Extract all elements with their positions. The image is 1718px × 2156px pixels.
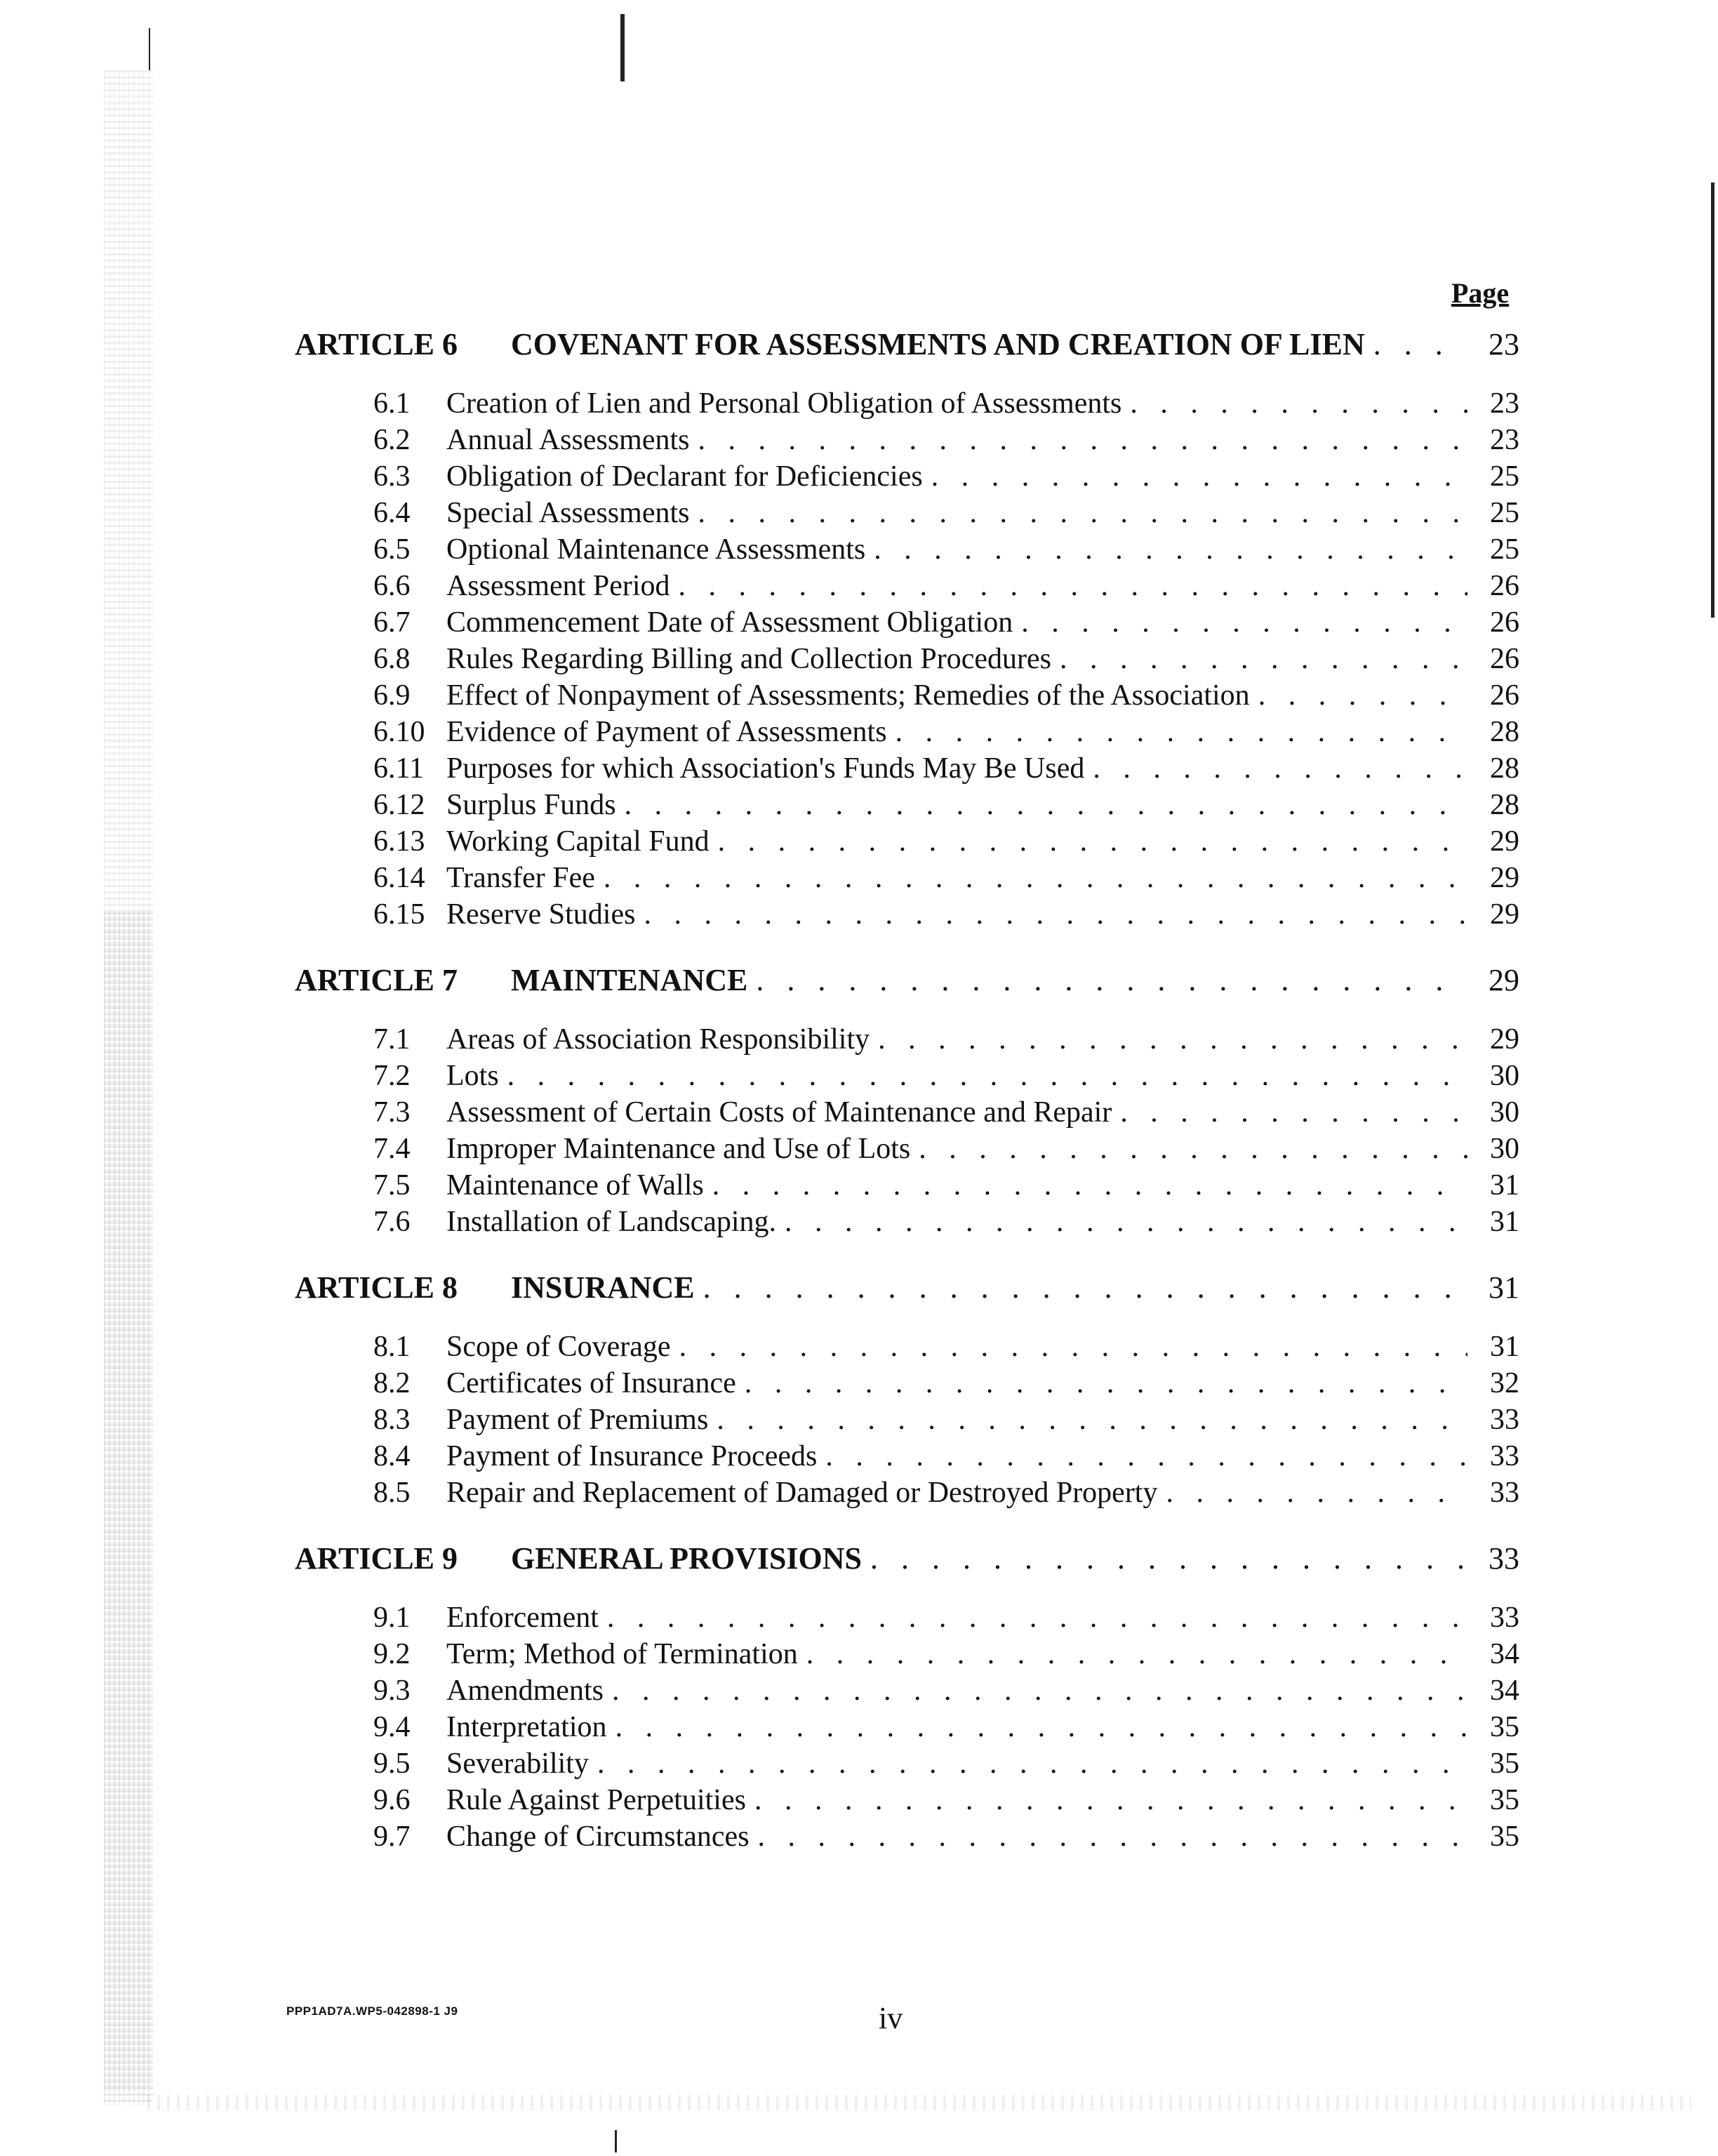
dot-leader xyxy=(931,460,1467,493)
section-page: 28 xyxy=(1490,716,1519,748)
section-page: 31 xyxy=(1490,1206,1519,1238)
toc-entry xyxy=(295,1747,1519,1783)
toc-entry xyxy=(295,715,1519,752)
section-page: 31 xyxy=(1490,1331,1519,1363)
section-page: 23 xyxy=(1490,424,1519,456)
section-title: Annual Assessments xyxy=(446,424,690,456)
toc-entry xyxy=(295,788,1519,825)
section-number: 6.12 xyxy=(373,789,425,821)
section-number: 8.5 xyxy=(373,1477,411,1509)
dot-leader xyxy=(717,1403,1467,1437)
section-title: Working Capital Fund xyxy=(446,825,710,858)
section-page: 35 xyxy=(1490,1711,1519,1743)
toc-entry xyxy=(295,1403,1519,1439)
section-number: 6.4 xyxy=(373,497,411,529)
toc-entry xyxy=(295,1059,1519,1096)
article-page: 33 xyxy=(1489,1541,1519,1576)
dot-leader xyxy=(644,898,1467,931)
section-number: 7.5 xyxy=(373,1169,411,1202)
toc-entry xyxy=(295,387,1519,423)
toc-entry xyxy=(295,1096,1519,1132)
section-page: 33 xyxy=(1490,1477,1519,1509)
section-number: 6.6 xyxy=(373,570,411,602)
section-title: Obligation of Declarant for Deficiencies xyxy=(446,460,923,493)
dot-leader xyxy=(785,1205,1467,1239)
section-title: Lots xyxy=(446,1060,499,1092)
dot-leader xyxy=(604,861,1467,895)
dot-leader xyxy=(756,962,1467,998)
section-number: 6.13 xyxy=(373,825,425,858)
section-title: Optional Maintenance Assessments xyxy=(446,533,866,566)
article-label: ARTICLE 6 xyxy=(295,327,458,361)
toc-entry xyxy=(295,1366,1519,1403)
page-number: iv xyxy=(879,2001,903,2035)
dot-leader xyxy=(825,1439,1467,1473)
dot-leader xyxy=(870,1541,1467,1576)
article-heading xyxy=(295,962,1519,1004)
scan-noise-bottom xyxy=(147,2095,1691,2110)
section-title: Repair and Replacement of Damaged or Destroyed Property xyxy=(446,1477,1158,1509)
section-title: Special Assessments xyxy=(446,497,690,529)
section-number: 6.11 xyxy=(373,752,424,785)
dot-leader xyxy=(679,569,1468,603)
toc-entry xyxy=(295,1439,1519,1476)
section-title: Maintenance of Walls xyxy=(446,1169,704,1202)
section-number: 8.1 xyxy=(373,1331,411,1363)
article-label: ARTICLE 9 xyxy=(295,1541,458,1576)
toc-entry xyxy=(295,1637,1519,1674)
section-page: 25 xyxy=(1490,497,1519,529)
toc-entry xyxy=(295,423,1519,460)
section-page: 29 xyxy=(1490,825,1519,858)
toc-entry xyxy=(295,606,1519,642)
dot-leader xyxy=(745,1366,1467,1400)
section-title: Assessment of Certain Costs of Maintenance and Repair xyxy=(446,1096,1112,1129)
section-page: 33 xyxy=(1490,1404,1519,1436)
toc-entry xyxy=(295,752,1519,788)
section-page: 35 xyxy=(1490,1784,1519,1816)
dot-leader xyxy=(607,1601,1467,1635)
section-page: 32 xyxy=(1490,1367,1519,1399)
toc-entry xyxy=(295,825,1519,861)
section-page: 34 xyxy=(1490,1638,1519,1670)
section-number: 6.3 xyxy=(373,460,411,493)
toc-entry xyxy=(295,533,1519,569)
section-page: 35 xyxy=(1490,1821,1519,1853)
article-title: MAINTENANCE xyxy=(511,963,748,997)
dot-leader xyxy=(597,1747,1467,1781)
section-number: 6.7 xyxy=(373,606,411,639)
section-number: 9.4 xyxy=(373,1711,411,1743)
dot-leader xyxy=(1258,679,1467,712)
toc-entry xyxy=(295,496,1519,533)
section-number: 6.1 xyxy=(373,387,411,420)
article-label: ARTICLE 8 xyxy=(295,1270,458,1305)
section-page: 30 xyxy=(1490,1133,1519,1165)
section-page: 28 xyxy=(1490,752,1519,785)
section-page: 25 xyxy=(1490,460,1519,493)
toc-entry xyxy=(295,1023,1519,1059)
section-title: Scope of Coverage xyxy=(446,1331,671,1363)
section-page: 26 xyxy=(1490,643,1519,675)
section-title: Reserve Studies xyxy=(446,898,636,931)
toc-entry xyxy=(295,1132,1519,1169)
section-number: 9.7 xyxy=(373,1821,411,1853)
dot-leader xyxy=(612,1674,1467,1708)
section-title: Assessment Period xyxy=(446,570,670,602)
section-page: 31 xyxy=(1490,1169,1519,1202)
section-number: 7.2 xyxy=(373,1060,411,1092)
toc-entry xyxy=(295,1674,1519,1710)
toc-entry xyxy=(295,898,1519,934)
dot-leader xyxy=(698,423,1468,457)
article-page: 23 xyxy=(1489,327,1519,361)
article-heading xyxy=(295,1541,1519,1583)
section-number: 6.8 xyxy=(373,643,411,675)
dot-leader xyxy=(703,1270,1467,1305)
section-title: Areas of Association Responsibility xyxy=(446,1023,870,1056)
section-number: 7.3 xyxy=(373,1096,411,1129)
section-title: Transfer Fee xyxy=(446,862,595,894)
section-page: 30 xyxy=(1490,1096,1519,1129)
section-number: 7.1 xyxy=(373,1023,411,1056)
dot-leader xyxy=(1130,387,1467,420)
dot-leader xyxy=(758,1820,1467,1854)
section-page: 33 xyxy=(1490,1440,1519,1472)
section-number: 7.4 xyxy=(373,1133,411,1165)
section-number: 9.5 xyxy=(373,1748,411,1780)
section-number: 6.10 xyxy=(373,716,425,748)
scan-mark-right xyxy=(1711,182,1714,618)
dot-leader xyxy=(754,1783,1467,1817)
dot-leader xyxy=(1166,1476,1467,1510)
section-title: Change of Circumstances xyxy=(446,1821,750,1853)
section-title: Payment of Insurance Proceeds xyxy=(446,1440,818,1472)
section-number: 6.15 xyxy=(373,898,425,931)
section-title: Rules Regarding Billing and Collection Procedures xyxy=(446,643,1052,675)
dot-leader xyxy=(718,825,1467,858)
section-page: 28 xyxy=(1490,789,1519,821)
scan-mark-top xyxy=(620,14,625,81)
section-page: 29 xyxy=(1490,1023,1519,1056)
dot-leader xyxy=(615,1710,1467,1744)
article-heading xyxy=(295,326,1519,368)
dot-leader xyxy=(1093,752,1467,785)
scan-mark-bottom xyxy=(615,2130,617,2152)
scan-noise-left-dense xyxy=(104,912,153,2105)
scan-mark-left xyxy=(149,28,150,70)
section-number: 9.6 xyxy=(373,1784,411,1816)
toc-entry xyxy=(295,1169,1519,1205)
dot-leader xyxy=(806,1637,1467,1671)
toc-entry xyxy=(295,861,1519,898)
article-title: COVENANT FOR ASSESSMENTS AND CREATION OF LIEN xyxy=(511,327,1365,361)
dot-leader xyxy=(1373,326,1467,362)
section-number: 9.2 xyxy=(373,1638,411,1670)
section-title: Rule Against Perpetuities xyxy=(446,1784,746,1816)
document-code: PPP1AD7A.WP5-042898-1 J9 xyxy=(286,2004,458,2018)
section-page: 34 xyxy=(1490,1675,1519,1707)
section-page: 23 xyxy=(1490,387,1519,420)
toc-entry xyxy=(295,1205,1519,1242)
toc-entry xyxy=(295,460,1519,496)
dot-leader xyxy=(712,1169,1467,1202)
section-title: Effect of Nonpayment of Assessments; Remedies of the Association xyxy=(446,679,1250,712)
toc-entry xyxy=(295,1820,1519,1856)
toc-entry xyxy=(295,642,1519,679)
table-of-contents xyxy=(295,326,1519,1884)
section-page: 26 xyxy=(1490,570,1519,602)
dot-leader xyxy=(679,1330,1467,1364)
toc-entry xyxy=(295,1783,1519,1820)
section-page: 26 xyxy=(1490,679,1519,712)
section-title: Payment of Premiums xyxy=(446,1404,709,1436)
toc-entry xyxy=(295,1330,1519,1366)
section-page: 30 xyxy=(1490,1060,1519,1092)
section-page: 29 xyxy=(1490,898,1519,931)
section-number: 6.5 xyxy=(373,533,411,566)
dot-leader xyxy=(1060,642,1467,676)
article-page: 31 xyxy=(1489,1270,1519,1305)
section-title: Commencement Date of Assessment Obligation xyxy=(446,606,1013,639)
section-number: 6.2 xyxy=(373,424,411,456)
section-number: 9.1 xyxy=(373,1602,411,1634)
dot-leader xyxy=(1120,1096,1467,1129)
section-page: 26 xyxy=(1490,606,1519,639)
dot-leader xyxy=(878,1023,1467,1056)
toc-entry xyxy=(295,1476,1519,1512)
section-page: 25 xyxy=(1490,533,1519,566)
section-page: 35 xyxy=(1490,1748,1519,1780)
toc-entry xyxy=(295,1710,1519,1747)
section-number: 6.9 xyxy=(373,679,411,712)
section-title: Creation of Lien and Personal Obligation of Assessments xyxy=(446,387,1122,420)
section-title: Interpretation xyxy=(446,1711,607,1743)
section-number: 7.6 xyxy=(373,1206,411,1238)
section-number: 9.3 xyxy=(373,1675,411,1707)
section-title: Installation of Landscaping. xyxy=(446,1206,777,1238)
dot-leader xyxy=(698,496,1467,530)
dot-leader xyxy=(895,715,1467,749)
section-title: Surplus Funds xyxy=(446,789,616,821)
dot-leader xyxy=(919,1132,1467,1166)
section-number: 8.2 xyxy=(373,1367,411,1399)
toc-entry xyxy=(295,679,1519,715)
section-title: Severability xyxy=(446,1748,589,1780)
article-page: 29 xyxy=(1489,963,1519,997)
dot-leader xyxy=(1021,606,1467,639)
section-number: 8.4 xyxy=(373,1440,411,1472)
toc-entry xyxy=(295,569,1519,606)
section-title: Purposes for which Association's Funds May Be Used xyxy=(446,752,1085,785)
dot-leader xyxy=(625,788,1467,822)
article-label: ARTICLE 7 xyxy=(295,963,458,997)
section-title: Evidence of Payment of Assessments xyxy=(446,716,887,748)
dot-leader xyxy=(874,533,1467,566)
section-page: 29 xyxy=(1490,862,1519,894)
section-title: Term; Method of Termination xyxy=(446,1638,798,1670)
article-title: INSURANCE xyxy=(511,1270,695,1305)
section-title: Enforcement xyxy=(446,1602,599,1634)
article-title: GENERAL PROVISIONS xyxy=(511,1541,863,1576)
section-number: 6.14 xyxy=(373,862,425,894)
section-title: Improper Maintenance and Use of Lots xyxy=(446,1133,911,1165)
article-heading xyxy=(295,1270,1519,1312)
toc-entry xyxy=(295,1601,1519,1637)
section-title: Certificates of Insurance xyxy=(446,1367,736,1399)
section-title: Amendments xyxy=(446,1675,604,1707)
section-number: 8.3 xyxy=(373,1404,411,1436)
section-page: 33 xyxy=(1490,1602,1519,1634)
page-column-heading: Page xyxy=(1451,277,1510,309)
dot-leader xyxy=(507,1059,1467,1093)
